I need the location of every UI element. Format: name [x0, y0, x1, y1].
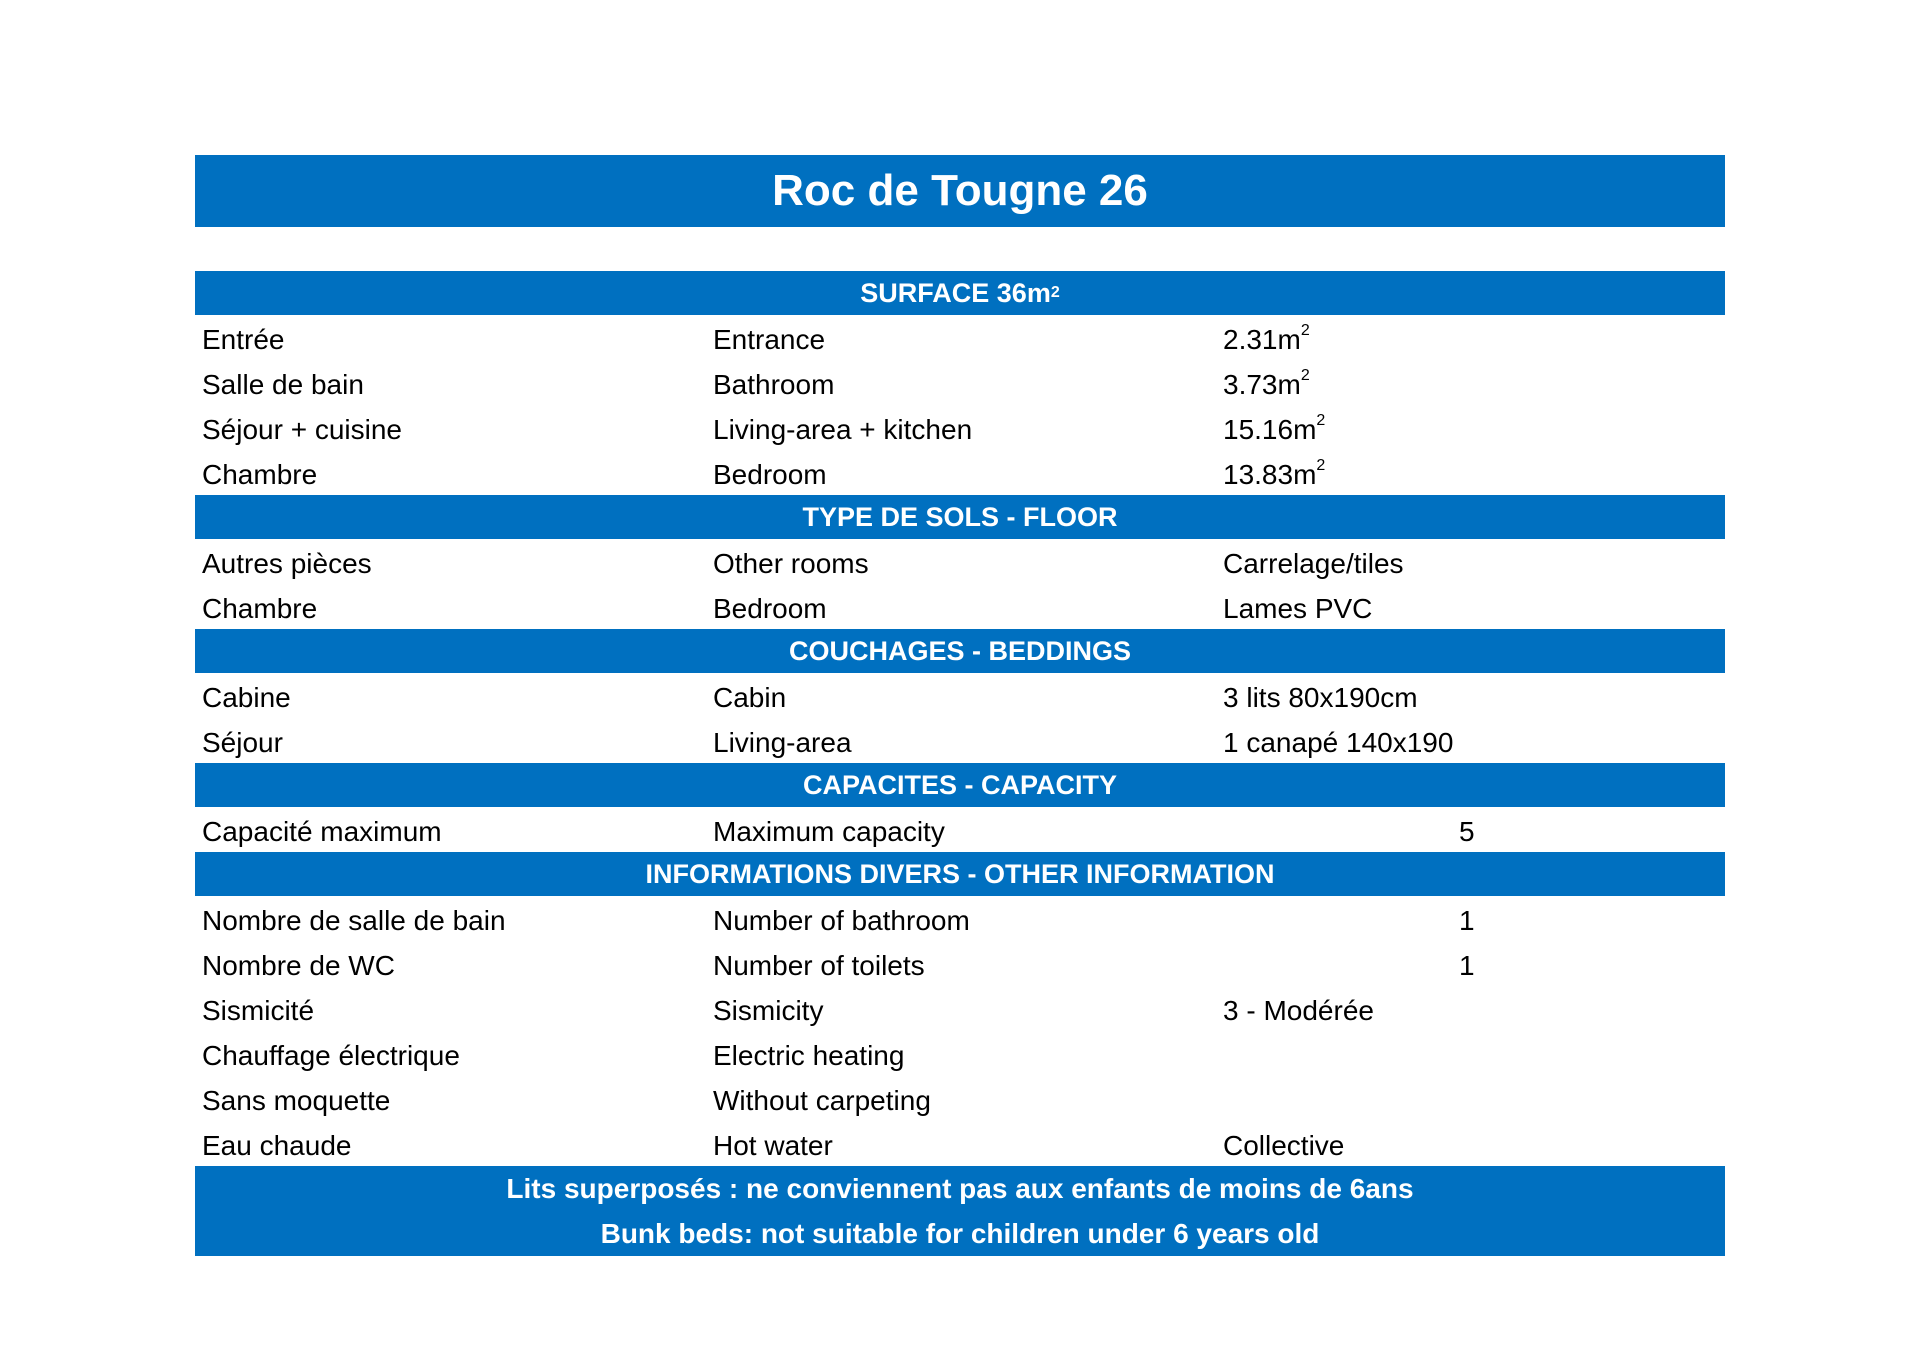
row-label-en: Other rooms	[713, 548, 869, 579]
info-sheet	[195, 155, 1725, 1256]
table-row	[195, 718, 1725, 763]
row-value-sup: 2	[1316, 412, 1326, 429]
row-label-fr: Salle de bain	[202, 369, 364, 400]
row-value-text: 2.31m	[1223, 324, 1301, 355]
row-label-en: Bedroom	[713, 593, 827, 624]
row-value	[1216, 952, 1725, 986]
page-title: Roc de Tougne 26	[195, 155, 1725, 227]
row-value: Carrelage/tiles	[1223, 548, 1404, 579]
row-value-sup: 2	[1300, 322, 1310, 339]
section-header-surface: SURFACE 36m 2	[195, 271, 1725, 315]
table-row	[195, 539, 1725, 584]
table-row	[195, 315, 1725, 360]
row-label-en: Bedroom	[713, 459, 827, 490]
row-value-number: 1	[1459, 950, 1475, 981]
table-row	[195, 405, 1725, 450]
row-label-fr: Chauffage électrique	[202, 1040, 460, 1071]
row-value	[1216, 818, 1725, 852]
row-value-number: 1	[1459, 905, 1475, 936]
warning-line-fr: Lits superposés : ne conviennent pas aux enfants de moins de 6ans	[506, 1172, 1414, 1204]
section-header-surface-label: SURFACE 36m	[860, 277, 1051, 308]
table-row	[195, 584, 1725, 629]
table-row	[195, 986, 1725, 1031]
table-row	[195, 941, 1725, 986]
row-value-sup: 2	[1316, 457, 1326, 474]
row-value	[1216, 1115, 1725, 1121]
row-label-en: Sismicity	[713, 995, 824, 1026]
row-label-en: Bathroom	[713, 369, 835, 400]
row-label-en: Number of toilets	[713, 950, 925, 981]
row-value	[1216, 412, 1725, 450]
table-row	[195, 807, 1725, 852]
row-label-en: Hot water	[713, 1130, 833, 1161]
spacer	[195, 227, 1725, 271]
row-value-text: 15.16m	[1223, 414, 1317, 445]
row-label-en: Electric heating	[713, 1040, 905, 1071]
row-label-en: Maximum capacity	[713, 816, 945, 847]
row-value	[1216, 1070, 1725, 1076]
row-value: 3 - Modérée	[1223, 995, 1374, 1026]
row-label-fr: Séjour + cuisine	[202, 414, 403, 445]
row-label-fr: Entrée	[202, 324, 285, 355]
row-label-fr: Autres pièces	[202, 548, 372, 579]
row-label-fr: Cabine	[202, 682, 291, 713]
section-header-floor: TYPE DE SOLS - FLOOR	[195, 495, 1725, 539]
table-row	[195, 360, 1725, 405]
table-row	[195, 450, 1725, 495]
row-label-fr: Capacité maximum	[202, 816, 442, 847]
row-value: 1 canapé 140x190	[1223, 727, 1454, 758]
row-value	[1216, 367, 1725, 405]
row-label-fr: Chambre	[202, 459, 318, 490]
row-label-fr: Nombre de WC	[202, 950, 395, 981]
warning-line-en: Bunk beds: not suitable for children under 6 years old	[600, 1217, 1320, 1249]
row-label-fr: Chambre	[202, 593, 318, 624]
row-label-en: Living-area	[713, 727, 852, 758]
warning-footer	[195, 1166, 1725, 1256]
table-row	[195, 1121, 1725, 1166]
row-label-fr: Eau chaude	[202, 1130, 352, 1161]
section-header-beddings: COUCHAGES - BEDDINGS	[195, 629, 1725, 673]
row-value-sup: 2	[1300, 367, 1310, 384]
row-label-fr: Sans moquette	[202, 1085, 391, 1116]
row-label-fr: Séjour	[202, 727, 283, 758]
row-value	[1216, 322, 1725, 360]
row-value: 3 lits 80x190cm	[1223, 682, 1418, 713]
row-value-number: 5	[1459, 816, 1475, 847]
section-header-other: INFORMATIONS DIVERS - OTHER INFORMATION	[195, 852, 1725, 896]
table-row	[195, 673, 1725, 718]
row-value: Lames PVC	[1223, 593, 1373, 624]
row-value-text: 13.83m	[1223, 459, 1317, 490]
row-value-text: 3.73m	[1223, 369, 1301, 400]
row-label-en: Living-area + kitchen	[713, 414, 973, 445]
row-value	[1216, 457, 1725, 495]
table-row	[195, 1076, 1725, 1121]
row-label-en: Cabin	[713, 682, 787, 713]
row-label-fr: Nombre de salle de bain	[202, 905, 506, 936]
table-row	[195, 896, 1725, 941]
row-value: Collective	[1223, 1130, 1345, 1161]
row-label-en: Without carpeting	[713, 1085, 931, 1116]
table-row	[195, 1031, 1725, 1076]
section-header-capacity: CAPACITES - CAPACITY	[195, 763, 1725, 807]
row-label-fr: Sismicité	[202, 995, 315, 1026]
row-label-en: Entrance	[713, 324, 826, 355]
row-value	[1216, 907, 1725, 941]
row-label-en: Number of bathroom	[713, 905, 970, 936]
